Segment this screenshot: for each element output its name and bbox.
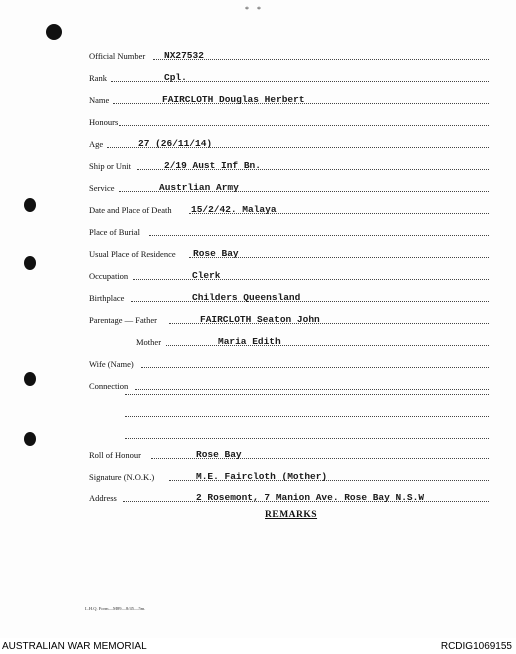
connection-line: [125, 394, 489, 395]
address-value: 2 Rosemont, 7 Manion Ave. Rose Bay N.S.W: [196, 492, 425, 503]
top-mark: * *: [245, 5, 264, 14]
remarks-heading: REMARKS: [265, 510, 318, 520]
roll-of-honour-row: [89, 448, 489, 462]
ship-or-unit-value: 2/19 Aust Inf Bn.: [164, 160, 261, 171]
date-place-death-value: 15/2/42. Malaya: [191, 204, 277, 215]
archive-footer: [0, 638, 516, 654]
mother-value: Maria Edith: [218, 336, 281, 347]
birthplace-label: Birthplace: [89, 293, 125, 303]
connection-line: [125, 416, 489, 417]
punch-hole-icon: [46, 24, 62, 40]
father-label: Parentage — Father: [89, 315, 157, 325]
father-row: [89, 313, 489, 327]
wife-label: Wife (Name): [89, 359, 134, 369]
usual-residence-row: [89, 247, 489, 261]
ship-or-unit-row: [89, 159, 489, 173]
wife-row: [89, 357, 489, 371]
connection-line: [125, 438, 489, 439]
birthplace-row: [89, 291, 489, 305]
form-print-note: L.H.Q. Form—M89—8/45—5m.: [85, 606, 146, 611]
occupation-label: Occupation: [89, 271, 129, 281]
name-row: [89, 93, 489, 107]
age-value: 27 (26/11/14): [138, 138, 213, 149]
service-label: Service: [89, 183, 115, 193]
father-value: FAIRCLOTH Seaton John: [200, 314, 320, 325]
mother-row: [136, 335, 489, 349]
ship-or-unit-label: Ship or Unit: [89, 161, 132, 171]
name-value: FAIRCLOTH Douglas Herbert: [162, 94, 305, 105]
honours-row: [89, 115, 489, 129]
occupation-row: [89, 269, 489, 283]
signature-label: Signature (N.O.K.): [89, 472, 155, 482]
age-label: Age: [89, 139, 104, 149]
rank-row: [89, 71, 489, 85]
archive-name: AUSTRALIAN WAR MEMORIAL: [2, 641, 147, 652]
occupation-value: Clerk: [192, 270, 221, 281]
address-row: [89, 491, 489, 505]
official-number-label: Official Number: [89, 51, 146, 61]
signature-row: [89, 470, 489, 484]
record-id: RCDIG1069155: [440, 641, 512, 652]
rank-label: Rank: [89, 73, 107, 83]
honours-label: Honours: [89, 117, 119, 127]
place-of-burial-label: Place of Burial: [89, 227, 140, 237]
date-place-death-label: Date and Place of Death: [89, 205, 172, 215]
address-label: Address: [89, 493, 117, 503]
official-number-value: NX27532: [164, 50, 204, 61]
usual-residence-value: Rose Bay: [193, 248, 239, 259]
age-row: [89, 137, 489, 151]
signature-value: M.E. Faircloth (Mother): [196, 471, 328, 482]
place-of-burial-row: [89, 225, 489, 239]
rank-value: Cpl.: [164, 72, 187, 83]
service-row: [89, 181, 489, 195]
connection-label: Connection: [89, 381, 129, 391]
usual-residence-label: Usual Place of Residence: [89, 249, 176, 259]
punch-hole-icon: [24, 256, 36, 270]
official-number-row: [89, 49, 489, 63]
roll-of-honour-value: Rose Bay: [196, 449, 242, 460]
punch-hole-icon: [24, 372, 36, 386]
punch-hole-icon: [24, 198, 36, 212]
punch-hole-icon: [24, 432, 36, 446]
date-place-death-row: [89, 203, 489, 217]
roll-of-honour-label: Roll of Honour: [89, 450, 141, 460]
birthplace-value: Childers Queensland: [192, 292, 301, 303]
mother-label: Mother: [136, 337, 162, 347]
name-label: Name: [89, 95, 110, 105]
service-value: Austrlian Army: [159, 182, 239, 193]
connection-row: [89, 379, 489, 393]
